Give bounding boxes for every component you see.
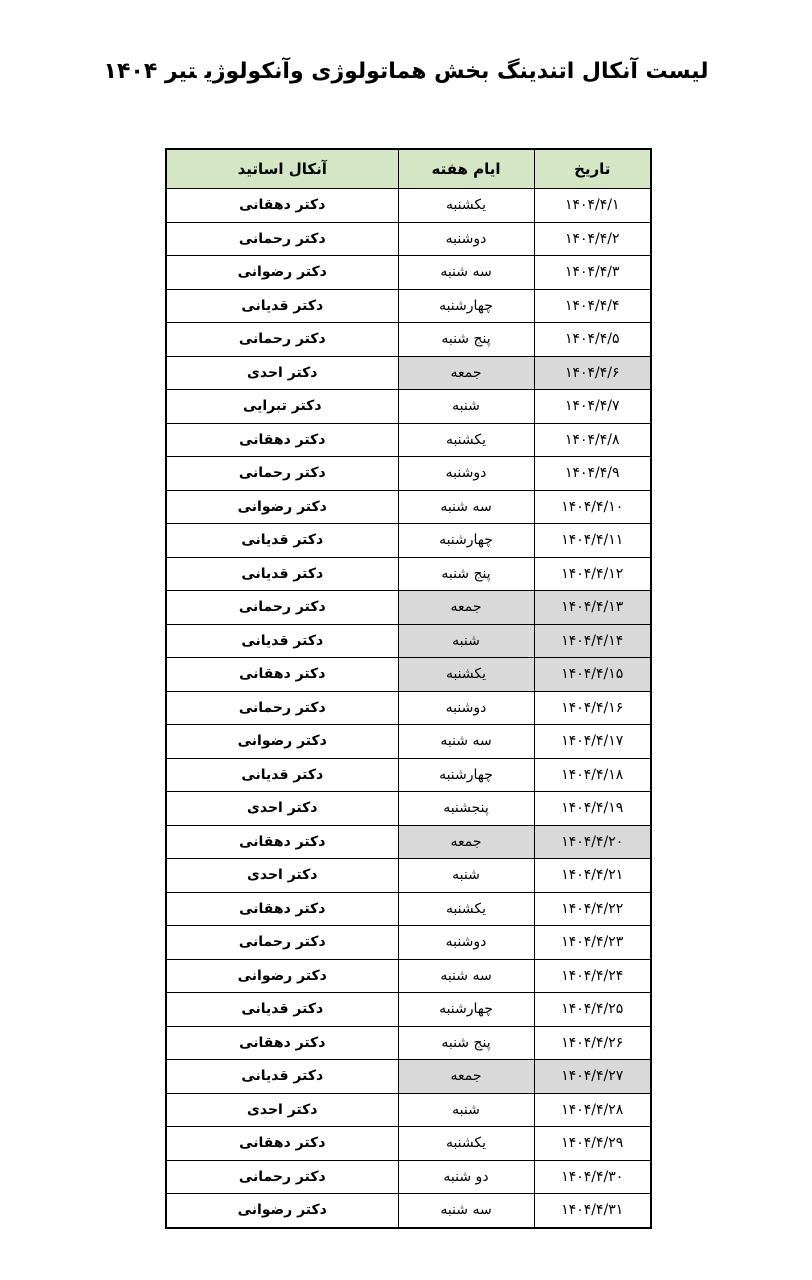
weekday-cell: سه شنبه [398, 1194, 534, 1228]
table-row [166, 1127, 651, 1161]
attending-cell: دکتر قدیانی [166, 524, 398, 558]
attending-cell: دکتر رضوانی [166, 256, 398, 290]
date-cell: ۱۴۰۴/۴/۴ [534, 289, 651, 323]
table-row [166, 524, 651, 558]
attending-cell: دکتر رضوانی [166, 490, 398, 524]
attending-cell: دکتر قدیانی [166, 557, 398, 591]
weekday-cell: پنج شنبه [398, 323, 534, 357]
date-cell: ۱۴۰۴/۴/۲۴ [534, 959, 651, 993]
weekday-cell: پنج شنبه [398, 557, 534, 591]
table-row [166, 825, 651, 859]
date-cell: ۱۴۰۴/۴/۲۹ [534, 1127, 651, 1161]
date-cell: ۱۴۰۴/۴/۲۵ [534, 993, 651, 1027]
table-row [166, 423, 651, 457]
attending-cell: دکتر رحمانی [166, 691, 398, 725]
attending-cell: دکتر احدی [166, 356, 398, 390]
weekday-cell: یکشنبه [398, 189, 534, 223]
attending-cell: دکتر رحمانی [166, 323, 398, 357]
table-row [166, 557, 651, 591]
date-cell: ۱۴۰۴/۴/۲۱ [534, 859, 651, 893]
table-row [166, 993, 651, 1027]
date-cell: ۱۴۰۴/۴/۲۸ [534, 1093, 651, 1127]
attending-cell: دکتر احدی [166, 1093, 398, 1127]
table-row [166, 725, 651, 759]
weekday-cell: شنبه [398, 624, 534, 658]
attending-cell: دکتر رحمانی [166, 457, 398, 491]
date-cell: ۱۴۰۴/۴/۲۲ [534, 892, 651, 926]
date-cell: ۱۴۰۴/۴/۱۶ [534, 691, 651, 725]
attending-cell: دکتر دهقانی [166, 825, 398, 859]
table-row [166, 323, 651, 357]
date-cell: ۱۴۰۴/۴/۱۳ [534, 591, 651, 625]
date-cell: ۱۴۰۴/۴/۱۴ [534, 624, 651, 658]
weekday-cell: دوشنبه [398, 222, 534, 256]
table-row [166, 792, 651, 826]
attending-cell: دکتر قدیانی [166, 1060, 398, 1094]
attending-cell: دکتر تبرایی [166, 390, 398, 424]
table-row [166, 256, 651, 290]
date-cell: ۱۴۰۴/۴/۳ [534, 256, 651, 290]
weekday-cell: چهارشنبه [398, 993, 534, 1027]
header-weekday: ایام هفته [398, 149, 534, 189]
table-row [166, 1194, 651, 1228]
weekday-cell: پنج شنبه [398, 1026, 534, 1060]
table-row [166, 892, 651, 926]
table-row [166, 1093, 651, 1127]
date-cell: ۱۴۰۴/۴/۳۱ [534, 1194, 651, 1228]
date-cell: ۱۴۰۴/۴/۲۳ [534, 926, 651, 960]
attending-cell: دکتر دهقانی [166, 892, 398, 926]
weekday-cell: شنبه [398, 1093, 534, 1127]
attending-cell: دکتر دهقانی [166, 658, 398, 692]
weekday-cell: دوشنبه [398, 691, 534, 725]
attending-cell: دکتر رضوانی [166, 725, 398, 759]
date-cell: ۱۴۰۴/۴/۸ [534, 423, 651, 457]
table-row [166, 1060, 651, 1094]
weekday-cell: پنجشنبه [398, 792, 534, 826]
weekday-cell: دوشنبه [398, 457, 534, 491]
weekday-cell: جمعه [398, 591, 534, 625]
table-row [166, 658, 651, 692]
header-date: تاریخ [534, 149, 651, 189]
date-cell: ۱۴۰۴/۴/۱۱ [534, 524, 651, 558]
header-row [166, 149, 651, 189]
attending-cell: دکتر قدیانی [166, 758, 398, 792]
weekday-cell: جمعه [398, 825, 534, 859]
weekday-cell: چهارشنبه [398, 758, 534, 792]
date-cell: ۱۴۰۴/۴/۲۶ [534, 1026, 651, 1060]
attending-cell: دکتر رضوانی [166, 1194, 398, 1228]
weekday-cell: یکشنبه [398, 423, 534, 457]
date-cell: ۱۴۰۴/۴/۲۷ [534, 1060, 651, 1094]
weekday-cell: جمعه [398, 1060, 534, 1094]
weekday-cell: شنبه [398, 859, 534, 893]
date-cell: ۱۴۰۴/۴/۱۰ [534, 490, 651, 524]
date-cell: ۱۴۰۴/۴/۹ [534, 457, 651, 491]
attending-cell: دکتر قدیانی [166, 624, 398, 658]
attending-cell: دکتر دهقانی [166, 423, 398, 457]
attending-cell: دکتر احدی [166, 792, 398, 826]
table-row [166, 691, 651, 725]
date-cell: ۱۴۰۴/۴/۱۵ [534, 658, 651, 692]
weekday-cell: سه شنبه [398, 725, 534, 759]
weekday-cell: چهارشنبه [398, 289, 534, 323]
date-cell: ۱۴۰۴/۴/۲ [534, 222, 651, 256]
table-row [166, 390, 651, 424]
table-row [166, 490, 651, 524]
weekday-cell: یکشنبه [398, 892, 534, 926]
title-text: لیست آنکال اتندینگ بخش هماتولوژی وآنکولوژی [204, 59, 709, 84]
table-row [166, 758, 651, 792]
date-cell: ۱۴۰۴/۴/۱۲ [534, 557, 651, 591]
weekday-cell: سه شنبه [398, 256, 534, 290]
table-row [166, 1160, 651, 1194]
weekday-cell: دو شنبه [398, 1160, 534, 1194]
title-month: تیر ۱۴۰۴ [103, 59, 197, 84]
attending-cell: دکتر دهقانی [166, 1127, 398, 1161]
table-row [166, 1026, 651, 1060]
attending-cell: دکتر دهقانی [166, 1026, 398, 1060]
attending-cell: دکتر قدیانی [166, 993, 398, 1027]
weekday-cell: سه شنبه [398, 490, 534, 524]
table-row [166, 959, 651, 993]
date-cell: ۱۴۰۴/۴/۶ [534, 356, 651, 390]
date-cell: ۱۴۰۴/۴/۱۹ [534, 792, 651, 826]
table-row [166, 189, 651, 223]
attending-cell: دکتر رحمانی [166, 926, 398, 960]
attending-cell: دکتر رحمانی [166, 222, 398, 256]
attending-cell: دکتر رضوانی [166, 959, 398, 993]
attending-cell: دکتر احدی [166, 859, 398, 893]
weekday-cell: شنبه [398, 390, 534, 424]
weekday-cell: جمعه [398, 356, 534, 390]
page-title [0, 52, 812, 92]
table-row [166, 859, 651, 893]
table-row [166, 624, 651, 658]
date-cell: ۱۴۰۴/۴/۲۰ [534, 825, 651, 859]
date-cell: ۱۴۰۴/۴/۷ [534, 390, 651, 424]
table-row [166, 289, 651, 323]
table-row [166, 222, 651, 256]
attending-cell: دکتر رحمانی [166, 591, 398, 625]
attending-cell: دکتر رحمانی [166, 1160, 398, 1194]
table-row [166, 457, 651, 491]
date-cell: ۱۴۰۴/۴/۳۰ [534, 1160, 651, 1194]
schedule-body [166, 189, 651, 1228]
table-row [166, 356, 651, 390]
header-attending: آنکال اساتید [166, 149, 398, 189]
weekday-cell: چهارشنبه [398, 524, 534, 558]
weekday-cell: یکشنبه [398, 658, 534, 692]
date-cell: ۱۴۰۴/۴/۵ [534, 323, 651, 357]
attending-cell: دکتر دهقانی [166, 189, 398, 223]
date-cell: ۱۴۰۴/۴/۱۸ [534, 758, 651, 792]
table-row [166, 591, 651, 625]
date-cell: ۱۴۰۴/۴/۱ [534, 189, 651, 223]
oncall-schedule-table [165, 148, 652, 1229]
weekday-cell: یکشنبه [398, 1127, 534, 1161]
attending-cell: دکتر قدیانی [166, 289, 398, 323]
weekday-cell: دوشنبه [398, 926, 534, 960]
table-row [166, 926, 651, 960]
date-cell: ۱۴۰۴/۴/۱۷ [534, 725, 651, 759]
weekday-cell: سه شنبه [398, 959, 534, 993]
